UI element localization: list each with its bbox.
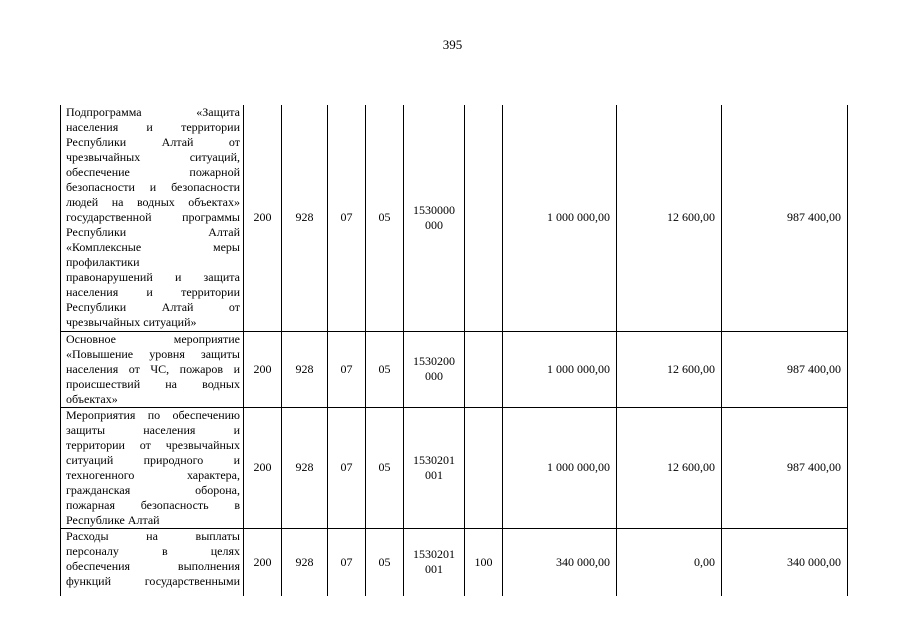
vr-cell (465, 407, 503, 528)
code-cell: 1530000 000 (404, 105, 465, 331)
col4-cell: 05 (366, 407, 404, 528)
table-row (61, 407, 848, 528)
sum2-cell: 12 600,00 (617, 407, 722, 528)
sum1-cell: 1 000 000,00 (503, 407, 617, 528)
col3-cell: 07 (328, 105, 366, 331)
col2-cell: 928 (282, 407, 328, 528)
sum3-cell: 987 400,00 (722, 105, 848, 331)
budget-table (60, 105, 848, 596)
col1-cell: 200 (244, 331, 282, 407)
table-row (61, 105, 848, 331)
col1-cell: 200 (244, 528, 282, 596)
sum2-cell: 12 600,00 (617, 105, 722, 331)
sum2-cell: 0,00 (617, 528, 722, 596)
code-cell: 1530201 001 (404, 528, 465, 596)
row-name-cell: Подпрограмма «Защита населения и территории Республики Алтай от чрезвычайных ситуаций, обеспечение пожарной безопасности и безопасности людей на водных объектах» государственной программы Республики Алтай «Комплексные меры профилактики правонарушений и защита населения и территории Республики Алтай от чрезвычайных ситуаций» (61, 105, 244, 331)
table-row (61, 528, 848, 596)
sum2-cell: 12 600,00 (617, 331, 722, 407)
sum1-cell: 340 000,00 (503, 528, 617, 596)
table-row (61, 331, 848, 407)
col3-cell: 07 (328, 528, 366, 596)
col2-cell: 928 (282, 528, 328, 596)
row-name-cell: Расходы на выплаты персоналу в целях обеспечения выполнения функций государственными (61, 528, 244, 596)
sum3-cell: 987 400,00 (722, 331, 848, 407)
vr-cell (465, 331, 503, 407)
code-cell: 1530200 000 (404, 331, 465, 407)
sum1-cell: 1 000 000,00 (503, 331, 617, 407)
row-name-cell: Основное мероприятие «Повышение уровня защиты населения от ЧС, пожаров и происшествий на водных объектах» (61, 331, 244, 407)
code-cell: 1530201 001 (404, 407, 465, 528)
vr-cell: 100 (465, 528, 503, 596)
col3-cell: 07 (328, 331, 366, 407)
row-name-cell: Мероприятия по обеспечению защиты населения и территории от чрезвычайных ситуаций природного и техногенного характера, гражданская оборона, пожарная безопасность в Республике Алтай (61, 407, 244, 528)
col4-cell: 05 (366, 105, 404, 331)
sum3-cell: 987 400,00 (722, 407, 848, 528)
col1-cell: 200 (244, 105, 282, 331)
col2-cell: 928 (282, 331, 328, 407)
col4-cell: 05 (366, 331, 404, 407)
sum1-cell: 1 000 000,00 (503, 105, 617, 331)
col3-cell: 07 (328, 407, 366, 528)
col4-cell: 05 (366, 528, 404, 596)
page-number: 395 (442, 37, 463, 52)
vr-cell (465, 105, 503, 331)
col2-cell: 928 (282, 105, 328, 331)
col1-cell: 200 (244, 407, 282, 528)
sum3-cell: 340 000,00 (722, 528, 848, 596)
